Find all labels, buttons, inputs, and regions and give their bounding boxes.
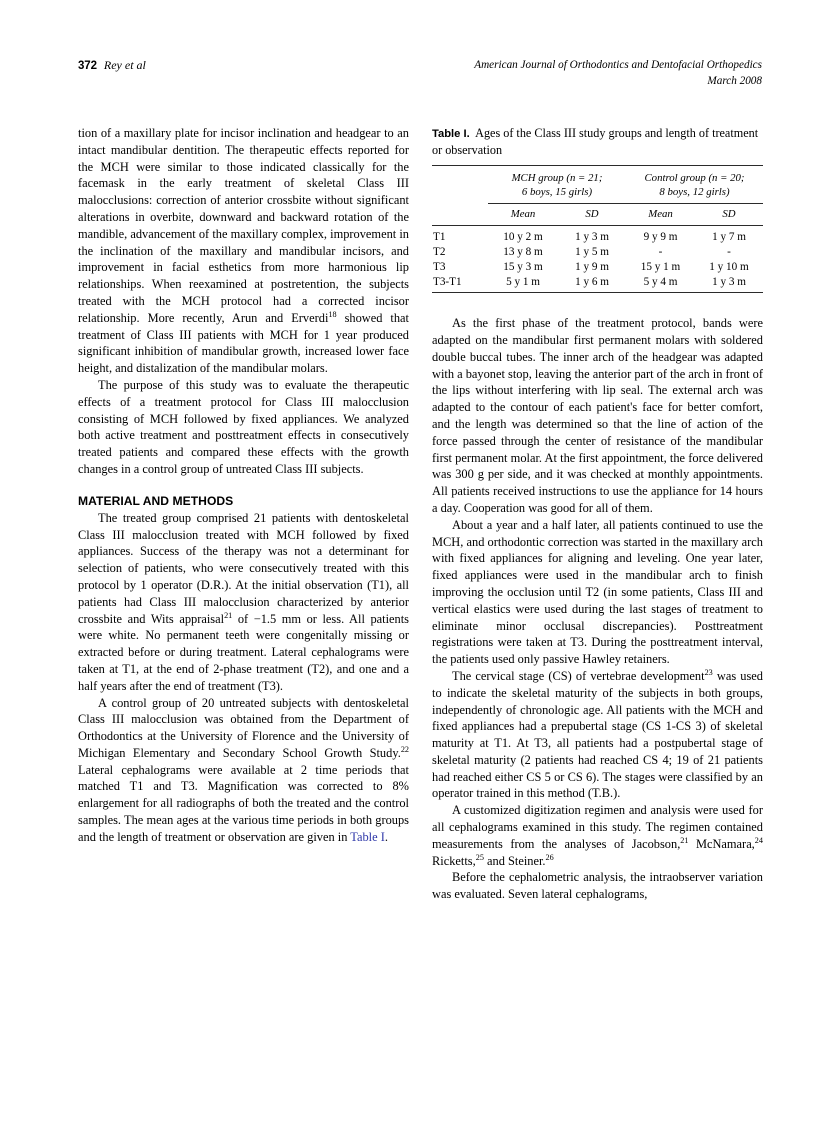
table-cross-reference-link[interactable]: Table I [350,829,385,844]
paragraph-control-group: A control group of 20 untreated subjects with dentoskeletal Class III malocclusion was obtained from the Department of Orthodontics at the University of Florence and the University of Michigan Elementary and Secondary School Growth Study.$^{22}$ Lateral cephalograms were available at 2 time periods that matched T1 and T3. Magnification was corrected to 8% enlargement for all radiographs of both the treated and the control samples. The mean ages at the various time periods in both groups and the length of treatment or observation are given in Table I. [78,695,409,844]
reference-superscript[interactable]: 23 [704,667,713,677]
running-head-right [474,58,762,90]
table-i-block [432,125,763,293]
table-cell: 15 y 3 m [503,261,543,274]
paragraph-year-later: About a year and a half later, all patients continued to use the MCH, and orthodontic correction was started in the maxillary arch with fixed appliances for aligning and leveling. One year later, fixed appliances were used in the mandibular arch to finish improving the occlusion until T2 (in some patients, Class III and vertical elastics were used during the last stages of treatment to eliminate minor occlusal discrepancies). Posttreatment registrations were taken at T3. During the posttreatment interval, the patients used only passive Hawley retainers. [432,517,763,667]
table-row-label: T2 [433,246,446,259]
table-cell: 15 y 1 m [640,261,681,274]
table-cell: 1 y 5 m [575,246,609,259]
right-column [432,125,763,903]
table-cell: 9 y 9 m [643,231,678,244]
table-label: Table I. [432,128,470,140]
running-head [78,58,762,90]
table-cell: 1 y 3 m [712,276,746,289]
paragraph-digitization: A customized digitization regimen and analysis were used for all cephalograms examined in this study. The regimen contained measurements from the analyses of Jacobson,$^{21}$ McNamara,$^{24}$ Ricketts,$^{25}$ and Steiner.$^{26}$ [432,803,763,868]
paragraph-cervical-stage: The cervical stage (CS) of vertebrae development$^{23}$ was used to indicate the skeletal maturity of the subjects in both groups, independently of chronologic age. All patients with the MCH and fixed appliances had a prepubertal stage (CS 1-CS 3) of skeletal maturity at T1. At T3, all patients had a postpubertal stage of skeletal maturity (2 patients had reached CS 4; 19 of 21 patients had reached either CS 5 or CS 6). The stages were classified by an operator trained in this method (T.B.). [432,667,764,801]
table-rule-bottom [432,293,763,294]
table-row [432,275,763,293]
table-cell: - [658,246,663,259]
reference-superscript[interactable]: 24 [754,835,763,845]
running-head-left [78,58,146,73]
table-ages-class-iii [432,165,763,293]
subheader-mean-control: Mean [648,208,673,221]
section-heading-material-and-methods: MATERIAL AND METHODS [78,493,234,508]
table-body [432,226,763,293]
table-cell: 10 y 2 m [503,231,543,244]
paragraph-purpose: The purpose of this study was to evaluate the therapeutic effects of a treatment protocol for Class III malocclusion consisting of MCH followed by fixed appliances. We analyzed both active treatment and posttreatment effects in consecutively treated patients and compared these effects with the growth changes in a control group of untreated Class III subjects. [78,377,409,476]
left-column [78,125,409,846]
group-header-mch: MCH group (n = 21; 6 boys, 15 girls) [511,172,603,199]
paragraph-first-phase: As the first phase of the treatment protocol, bands were adapted on the mandibular first permanent molars with soldered double buccal tubes. The inner arch of the headgear was adapted with a bayonet stop, leaving the anterior part of the arch in front of the lips without interfering with lip seal. The external arch was adapted to the contour of each patient's face for better comfort, and the length was determined so that the line of action of the force passed through the center of resistance of the mandibular first permanent molar. At the first appointment, the force delivered was 300 g per side, and it was checked at monthly appointments. All patients received instructions to use the appliance for 14 hours a day. Cooperation was good for all of them. [432,316,763,515]
paragraph-treated-group: The treated group comprised 21 patients with dentoskeletal Class III malocclusion treated with MCH followed by fixed appliances. Success of the therapy was not a determinant for selection of patients, who were consecutively treated with this protocol by 1 operator (D.R.). At the initial observation (T1), all patients had Class III malocclusion characterized by anterior crossbite and Wits appraisal$^{21}$ of −1.5 mm or less. All patients were white. No permanent teeth were congenitally missing or extracted before or during treatment. Lateral cephalograms were taken at T1, at the end of 2-phase treatment (T2), and one and a half years after the end of treatment (T3). [78,510,410,693]
reference-superscript[interactable]: 22 [400,744,409,754]
group-header-control: Control group (n = 20; 8 boys, 12 girls) [644,172,745,199]
subheader-sd-mch: SD [585,208,599,221]
running-head-authors: Rey et al [103,58,146,72]
table-group-header-row [432,166,763,204]
paragraph-continuation: tion of a maxillary plate for incisor inclination and headgear to an intact mandibular dentition. The therapeutic effects reported for the MCH were similar to those indicated classically for the facemask in the early treatment of skeletal Class III malocclusions: correction of anterior crossbite without significant alterations in overbite, downward and backward rotation of the mandible, advancement of the maxillary complex, improvement in the inclination of the maxillary and mandibular incisors, and improvement in facial esthetics from more harmonious lip relationships. When reexamined at postretention, the subjects treated with the MCH protocol had a corrected incisor relationship. More recently, Arun and Erverdi$^{18}$ showed that treatment of Class III patients with MCH for 1 year produced significant inhibition of mandibular growth, increased lower face height, and distalization of the mandibular molars. [78,126,409,376]
table-row-label: T1 [433,231,446,244]
table-cell: 1 y 9 m [575,261,609,274]
table-cell: 1 y 7 m [712,231,746,244]
table-cell: 1 y 6 m [575,276,609,289]
table-caption-text: Ages of the Class III study groups and length of treatment or observation [432,126,759,157]
reference-superscript[interactable]: 25 [475,852,484,862]
table-row [432,226,763,245]
table-cell: 5 y 4 m [643,276,678,289]
reference-superscript[interactable]: 26 [545,852,554,862]
table-caption [432,125,763,158]
table-cell: 1 y 10 m [709,261,749,274]
journal-title: American Journal of Orthodontics and Dentofacial Orthopedics [474,59,762,71]
reference-superscript[interactable]: 21 [224,610,233,620]
paragraph-intraobserver: Before the cephalometric analysis, the intraobserver variation was evaluated. Seven lateral cephalograms, [432,870,763,902]
table-cell: 1 y 3 m [575,231,609,244]
table-row-label: T3 [433,261,446,274]
subheader-sd-control: SD [722,208,736,221]
reference-superscript[interactable]: 18 [328,309,337,319]
table-subheader-row [432,204,763,226]
table-cell: - [727,246,731,259]
table-row [432,260,763,275]
reference-superscript[interactable]: 21 [680,835,689,845]
table-cell: 13 y 8 m [503,246,543,259]
table-row [432,245,763,260]
issue-date: March 2008 [707,74,762,87]
page-number: 372 [78,60,97,72]
table-cell: 5 y 1 m [506,276,540,289]
table-row-label: T3-T1 [433,276,462,289]
subheader-mean-mch: Mean [510,208,536,221]
